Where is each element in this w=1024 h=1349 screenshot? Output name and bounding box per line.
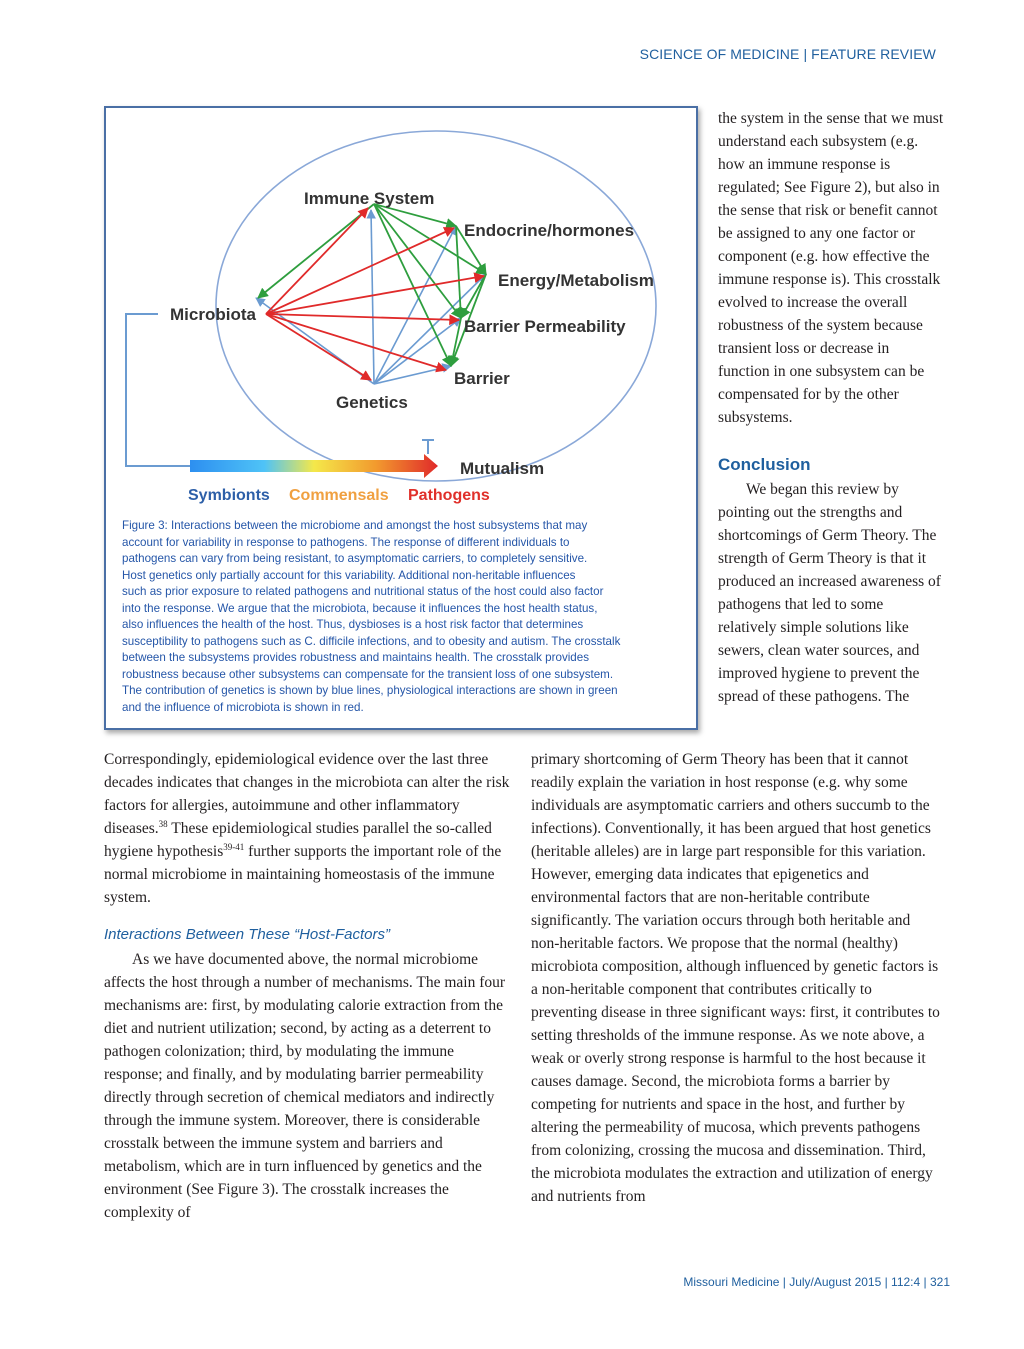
section-subheading: Interactions Between These “Host-Factors” [104, 926, 390, 943]
body-paragraph: As we have documented above, the normal microbiome affects the host through a number of mechanisms. The main four mechanisms are: first, by modulating calorie extraction from the diet and nutrient utilization; second, by acting as a deterrent to pathogen colonization; third, by modulating the immune response; and finally, and by modulating barrier permeability directly through secretion of chemical mediators and indirectly through the immune system. Moreover, there is considerable crosstalk between the immune system and barriers and metabolism, which are in turn influenced by genetics and the environment (See Figure 3). The crosstalk increases the complexity of [104, 951, 506, 1221]
running-header: SCIENCE OF MEDICINE | FEATURE REVIEW [639, 46, 936, 62]
label-commensals: Commensals [289, 487, 389, 504]
caption-line: also influences the health of the host. Thus, dysbioses is a host risk factor that determines [122, 618, 584, 631]
caption-line: into the response. We argue that the microbiota, because it influences the host health status, [122, 601, 598, 615]
spectrum-arrow [190, 454, 438, 478]
node-endocrine: Endocrine/hormones [464, 221, 635, 240]
caption-line: Figure 3: Interactions between the microbiome and amongst the host subsystems that may [122, 519, 588, 532]
caption-line: account for variability in response to pathogens. The response of different individuals to [122, 535, 570, 549]
right-wide-column [531, 748, 941, 1208]
body-paragraph: We began this review by pointing out the strengths and shortcomings of Germ Theory. The strength of Germ Theory is that it produced an increased awareness of pathogens that led to some relatively simple solutions like sewers, clean water sources, and improved hygiene to prevent the spread of these pathogens. The [718, 481, 941, 705]
node-energy: Energy/Metabolism [498, 271, 654, 290]
page-footer: Missouri Medicine | July/August 2015 | 112:4 | 321 [683, 1275, 950, 1289]
caption-line: such as prior exposure to related pathogens and nutritional status of the host could also factor [122, 585, 604, 598]
caption-line: pathogens can vary from being resistant, to asymptomatic carriers, to completely sensitive. [122, 552, 588, 565]
figure-3 [104, 106, 698, 730]
figure-caption [122, 518, 682, 716]
caption-line: susceptibility to pathogens such as C. difficile infections, and to obesity and autism. The crosstalk [122, 634, 621, 648]
node-microbiota: Microbiota [170, 305, 256, 324]
caption-line: and the influence of microbiota is shown in red. [122, 700, 364, 714]
body-paragraph: primary shortcoming of Germ Theory has been that it cannot readily explain the variation in host response (e.g. why some individuals are asymptomatic carriers and others succumb to the infections). Conventionally, it has been argued that host genetics (heritable alleles) are in large part responsible for this variation. However, emerging data indicates that epigenetics and environmental factors that are non-heritable contribute significantly. The variation occurs through both heritable and non-heritable factors. We propose that the normal (healthy) microbiota composition, although influenced by genetic factors is a non-heritable component that contributes critically to preventing disease in three significant ways: first, it contributes to setting thresholds of the immune response. As we note above, a weak or overly strong response is harmful to the host because it causes damage. Second, the microbiota forms a barrier by competing for nutrients and space in the host, and further by altering the permeability of mucosa, which prevents pathogens from colonizing, crossing the mucosa and dissemination. Third, the microbiota modulates the extraction and utilization of energy and nutrients from [531, 751, 940, 1205]
figure-diagram [106, 108, 696, 518]
node-immune-system: Immune System [304, 189, 435, 208]
body-paragraph: Correspondingly, epidemiological evidence over the last three decades indicates that changes in the microbiota can alter the risk factors for allergies, autoimmune and other inflammatory diseases.$^{38}$ These epidemiological studies parallel the so-called hygiene hypothesis$^{39-41}$ further supports the important role of the normal microbiome in maintaining homeostasis of the immune system. [104, 751, 510, 906]
node-barrier-permeability: Barrier Permeability [464, 317, 626, 336]
left-column [104, 748, 512, 1224]
right-narrow-column [718, 107, 944, 708]
feedback-bracket [126, 314, 190, 466]
label-pathogens: Pathogens [408, 487, 490, 504]
label-symbionts: Symbionts [188, 487, 270, 504]
genetics-lines [256, 210, 486, 384]
body-paragraph: the system in the sense that we must understand each subsystem (e.g. how an immune response is regulated; See Figure 2), but also in the sense that risk or benefit cannot be assigned to any one factor or component (e.g. how effective the immune response is). This crosstalk evolved to increase the overall robustness of the system because transient loss or decrease in function in one subsystem can be compensated for by the other subsystems. [718, 110, 944, 426]
caption-line: between the subsystems provides robustness and maintains health. The crosstalk provides [122, 651, 590, 664]
caption-line: The contribution of genetics is shown by blue lines, physiological interactions are shown in green [122, 684, 618, 697]
caption-line: Host genetics only partially account for this variability. Additional non-heritable influences [122, 568, 576, 582]
conclusion-heading: Conclusion [718, 455, 811, 474]
node-mutualism: Mutualism [460, 459, 545, 478]
node-genetics: Genetics [336, 393, 408, 412]
node-barrier: Barrier [454, 369, 510, 388]
caption-line: robustness because other subsystems can compensate for the transient loss of one subsystem. [122, 667, 614, 681]
